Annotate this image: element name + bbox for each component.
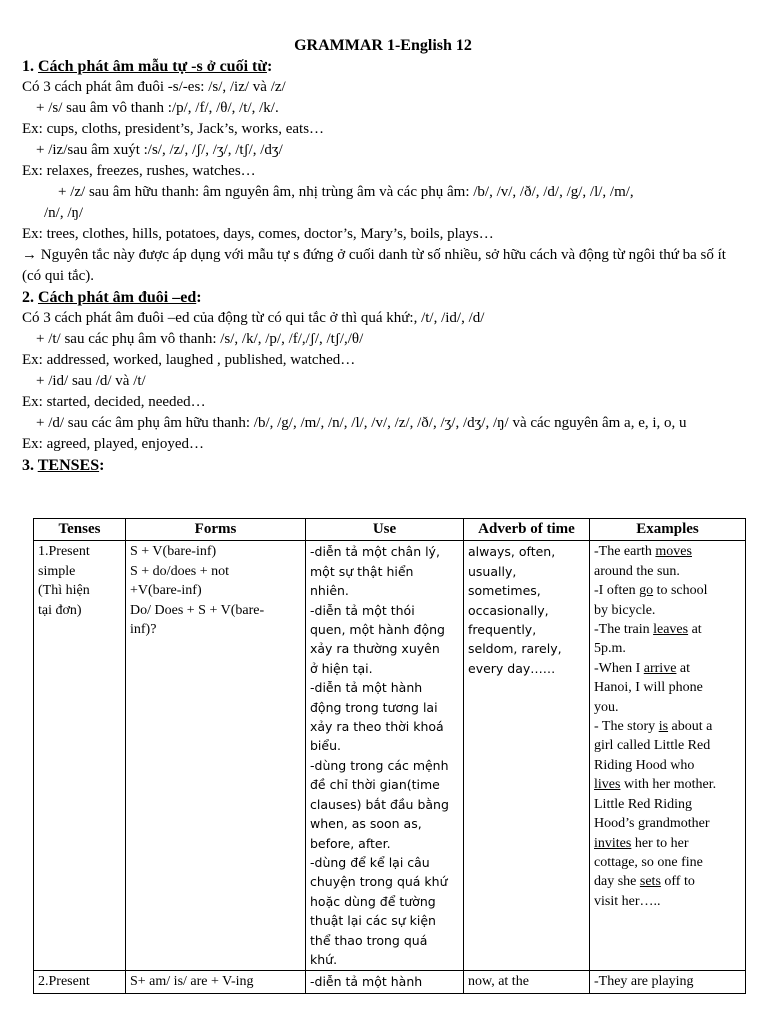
- example-line: [594, 872, 741, 891]
- example-text: visit her…..: [594, 893, 661, 909]
- cell-line: khứ.: [310, 951, 338, 967]
- section-3-number: 3.: [22, 457, 34, 474]
- forms-cell: [126, 541, 306, 971]
- rule-s: + /s/ sau âm vô thanh :/p/, /f/, /θ/, /t/, /k/.: [36, 100, 279, 116]
- cell-line: S + V(bare-inf): [130, 544, 217, 560]
- example-line: [594, 639, 741, 658]
- example-line: [594, 678, 741, 697]
- table-row: [34, 971, 746, 993]
- example-line: [594, 892, 741, 911]
- section-2-title: Cách phát âm đuôi –ed: [38, 289, 197, 306]
- forms-cell: S+ am/ is/ are + V-ing: [126, 971, 306, 993]
- underlined-verb: leaves: [653, 622, 689, 638]
- cell-line: -dùng để kể lại câu: [310, 854, 430, 870]
- cell-line: -diễn tả một hành: [310, 680, 423, 696]
- cell-line: thuật lại các sự kiện: [310, 913, 436, 929]
- examples-cell: [590, 541, 746, 971]
- cell-line: every day……: [468, 660, 556, 676]
- cell-line: occasionally,: [468, 602, 549, 618]
- section-1-intro: Có 3 cách phát âm đuôi -s/-es: /s/, /iz/ và /z/: [22, 79, 286, 95]
- cell-line: frequently,: [468, 622, 537, 638]
- section-3-title: TENSES: [37, 457, 100, 474]
- rule-z-line-1: + /z/ sau âm hữu thanh: âm nguyên âm, nhị trùng âm và các phụ âm: /b/, /v/, /ð/, /d/, /g/, /l/, /m/,: [58, 184, 634, 200]
- example-text: about a: [668, 719, 713, 735]
- cell-line: simple: [38, 563, 76, 579]
- example-text: at: [688, 622, 702, 638]
- page-title: GRAMMAR 1-English 12: [294, 37, 472, 54]
- underlined-verb: go: [639, 583, 654, 599]
- example-text: her to her: [631, 835, 689, 851]
- example-text: Little Red Riding: [594, 796, 692, 812]
- section-2-intro: Có 3 cách phát âm đuôi –ed của động từ có qui tắc ở thì quá khứ:, /t/, /id/, /d/: [22, 310, 485, 326]
- example-text: cottage, so one fine: [594, 854, 703, 870]
- section-2-heading: 2. Cách phát âm đuôi –ed:: [22, 289, 202, 306]
- example-text: to school: [653, 583, 708, 599]
- example-text: -The train: [594, 622, 654, 638]
- section-3-heading: 3. TENSES:: [22, 457, 105, 474]
- cell-line: (Thì hiện: [38, 583, 90, 599]
- example-line: [594, 698, 741, 717]
- cell-line: thể thao trong quá: [310, 932, 428, 948]
- cell-line: clauses) bắt đầu bằng: [310, 796, 449, 812]
- section-1-heading: 1. Cách phát âm mẫu tự -s ở cuối từ:: [22, 58, 273, 75]
- underlined-verb: moves: [655, 544, 692, 560]
- example-text: -When I: [594, 660, 644, 676]
- cell-line: -diễn tả một chân lý,: [310, 544, 440, 560]
- cell-line: quen, một hành động: [310, 622, 445, 638]
- tenses-table: [33, 518, 746, 994]
- example-z: Ex: trees, clothes, hills, potatoes, days, comes, doctor’s, Mary’s, boils, plays…: [22, 226, 494, 242]
- cell-line: biểu.: [310, 738, 341, 754]
- examples-cell: -They are playing: [590, 971, 746, 993]
- rule-z-line-2: /n/, /ŋ/: [44, 205, 84, 221]
- cell-line: nhiên.: [310, 583, 349, 599]
- rule-iz: + /iz/sau âm xuýt :/s/, /z/, /ʃ/, /ʒ/, /tʃ/, /dʒ/: [36, 142, 283, 158]
- use-cell: [306, 541, 464, 971]
- example-line: [594, 542, 741, 561]
- tense-cell: 2.Present: [34, 971, 126, 993]
- cell-line: động trong tương lai: [310, 699, 438, 715]
- example-text: Hanoi, I will phone: [594, 680, 703, 696]
- example-line: [594, 562, 741, 581]
- example-id: Ex: started, decided, needed…: [22, 394, 206, 410]
- rule-d: + /d/ sau các âm phụ âm hữu thanh: /b/, /g/, /m/, /n/, /l/, /v/, /z/, /ð/, /ʒ/, /dʒ/, /ŋ/ và các nguyên âm a, e, i, o, u: [36, 415, 687, 431]
- example-text: by bicycle.: [594, 602, 656, 618]
- table-row: [34, 541, 746, 971]
- example-line: [594, 756, 741, 775]
- cell-line: một sự thật hiển: [310, 563, 414, 579]
- cell-line: chuyện trong quá khứ: [310, 874, 448, 890]
- header-examples: Examples: [590, 519, 746, 541]
- section-1-note: → Nguyên tắc này được áp dụng với mẫu tự s đứng ở cuối danh từ số nhiều, sở hữu cách và động từ ngôi thứ ba số ít (có qui tắc).: [22, 247, 726, 284]
- cell-line: xảy ra thường xuyên: [310, 641, 440, 657]
- example-line: [594, 717, 741, 736]
- cell-line: S + do/does + not: [130, 563, 230, 579]
- header-tenses: Tenses: [34, 519, 126, 541]
- example-line: [594, 795, 741, 814]
- underlined-verb: invites: [594, 835, 632, 851]
- example-line: [594, 775, 741, 794]
- example-text: off to: [660, 874, 695, 890]
- section-1-number: 1.: [22, 58, 34, 75]
- cell-line: usually,: [468, 563, 517, 579]
- example-text: girl called Little Red: [594, 738, 711, 754]
- rule-t: + /t/ sau các phụ âm vô thanh: /s/, /k/, /p/, /f/,/ʃ/, /tʃ/,/θ/: [36, 331, 364, 347]
- example-text: Hood’s grandmother: [594, 816, 710, 832]
- example-text: with her mother.: [620, 777, 717, 793]
- tense-cell: [34, 541, 126, 971]
- example-line: [594, 736, 741, 755]
- example-text: -I often: [594, 583, 640, 599]
- cell-line: always, often,: [468, 544, 556, 560]
- underlined-verb: lives: [594, 777, 621, 793]
- example-text: you.: [594, 699, 619, 715]
- example-d: Ex: agreed, played, enjoyed…: [22, 436, 205, 452]
- underlined-verb: sets: [639, 874, 661, 890]
- underlined-verb: arrive: [643, 660, 677, 676]
- cell-line: ở hiện tại.: [310, 660, 373, 676]
- underlined-verb: is: [658, 719, 669, 735]
- cell-line: inf)?: [130, 622, 157, 638]
- section-1-title: Cách phát âm mẫu tự -s ở cuối từ: [38, 58, 267, 75]
- header-use: Use: [306, 519, 464, 541]
- example-text: - The story: [594, 719, 659, 735]
- example-t: Ex: addressed, worked, laughed , published, watched…: [22, 352, 356, 368]
- cell-line: 1.Present: [38, 544, 90, 560]
- example-iz: Ex: relaxes, freezes, rushes, watches…: [22, 163, 256, 179]
- adverb-cell: now, at the: [464, 971, 590, 993]
- cell-line: sometimes,: [468, 583, 541, 599]
- cell-line: before, after.: [310, 835, 391, 851]
- example-text: at: [676, 660, 691, 676]
- cell-line: -dùng trong các mệnh: [310, 757, 449, 773]
- cell-line: +V(bare-inf): [130, 583, 202, 599]
- example-line: [594, 853, 741, 872]
- use-cell: -diễn tả một hành: [306, 971, 464, 993]
- rule-id: + /id/ sau /d/ và /t/: [36, 373, 146, 389]
- example-line: [594, 659, 741, 678]
- example-line: [594, 834, 741, 853]
- example-text: day she: [594, 874, 640, 890]
- cell-line: hoặc dùng để tường: [310, 893, 436, 909]
- example-line: [594, 601, 741, 620]
- example-text: 5p.m.: [594, 641, 626, 657]
- section-2-number: 2.: [22, 289, 34, 306]
- example-line: [594, 620, 741, 639]
- example-s: Ex: cups, cloths, president’s, Jack’s, works, eats…: [22, 121, 325, 137]
- cell-line: seldom, rarely,: [468, 641, 562, 657]
- example-text: around the sun.: [594, 563, 680, 579]
- example-line: [594, 581, 741, 600]
- cell-line: xảy ra theo thời khoá: [310, 719, 444, 735]
- cell-line: when, as soon as,: [310, 816, 422, 832]
- example-text: -The earth: [594, 544, 656, 560]
- example-line: [594, 814, 741, 833]
- cell-line: -diễn tả một thói: [310, 602, 415, 618]
- example-text: Riding Hood who: [594, 757, 695, 773]
- header-forms: Forms: [126, 519, 306, 541]
- adverb-cell: [464, 541, 590, 971]
- table-header-row: [34, 519, 746, 541]
- header-adverb: Adverb of time: [464, 519, 590, 541]
- cell-line: Do/ Does + S + V(bare-: [130, 602, 265, 618]
- cell-line: đề chỉ thời gian(time: [310, 777, 440, 793]
- cell-line: tại đơn): [38, 602, 82, 618]
